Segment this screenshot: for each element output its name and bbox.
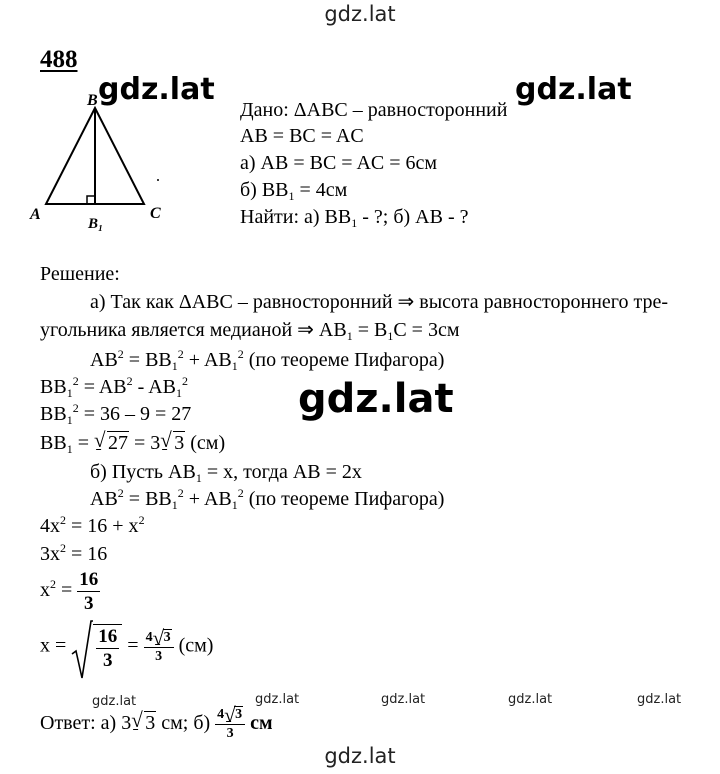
eq-16: = 16 bbox=[66, 543, 108, 565]
sqrt-27: 27 bbox=[107, 432, 128, 454]
frac-4sqrt3-3 bbox=[144, 631, 174, 664]
answer-b: см; б) bbox=[156, 712, 216, 735]
pb-a: б) Пусть AB bbox=[90, 461, 196, 483]
find-a: Найти: а) BB bbox=[240, 206, 352, 228]
solution-p1: а) Так как ΔABC – равносторонний ⇒ высота равностороннего тре- bbox=[90, 291, 669, 313]
answer-sqrt3: 3 bbox=[145, 712, 156, 735]
problem-number: 488 bbox=[40, 46, 78, 73]
eq-bb1-result: $BB_1 = 27$ √ = 3 3 √ (см) bbox=[40, 431, 225, 455]
pyth-note-2: (по теореме Пифагора) bbox=[243, 488, 445, 510]
label-b1: B₁ bbox=[88, 216, 104, 232]
label-b: B bbox=[87, 92, 98, 109]
watermark-bottom: gdz.lat bbox=[324, 744, 396, 768]
watermark-small: gdz.lat bbox=[92, 694, 137, 709]
given-line3-b: = 4см bbox=[294, 179, 348, 201]
solution-p2: угольника является медианой ⇒ $AB_1 = B_1C = 3см$ bbox=[40, 319, 460, 343]
answer-frac-sqrt3: 3 bbox=[235, 707, 243, 722]
solution-title: Решение: bbox=[40, 263, 120, 285]
p2-c: C = 3см bbox=[393, 319, 460, 341]
watermark-small: gdz.lat bbox=[255, 692, 300, 707]
solution-pb: б) Пусть $AB_1 = x$, тогда AB = 2x bbox=[90, 461, 362, 485]
triangle-diagram bbox=[26, 88, 176, 233]
given-line3-a: б) BB bbox=[240, 179, 289, 201]
unit-cm: (см) bbox=[185, 432, 226, 454]
given-line1: AB = BC = AC bbox=[240, 125, 364, 147]
label-c: C bbox=[150, 205, 161, 222]
p2-b: = B bbox=[352, 319, 388, 341]
unit-cm-paren: (см) bbox=[178, 634, 214, 657]
watermark-left: gdz.lat bbox=[98, 72, 215, 107]
watermark-right: gdz.lat bbox=[515, 72, 632, 107]
eq-16-x: = 16 + x bbox=[66, 515, 139, 537]
watermark-top: gdz.lat bbox=[324, 2, 396, 26]
eq-3: = 3 bbox=[128, 432, 161, 454]
watermark-center: gdz.lat bbox=[298, 376, 454, 422]
find-b: - ?; б) AB - ? bbox=[357, 206, 469, 228]
frac-sqrt3: 3 bbox=[163, 629, 171, 645]
eq-bb1-27: $BB_1^2 = 36 - 9 = 27$ bbox=[40, 401, 192, 427]
pyth-note-1: (по теореме Пифагора) bbox=[243, 349, 445, 371]
pb-b: = x, тогда AB = 2x bbox=[201, 461, 362, 483]
answer-frac-4: 4 bbox=[217, 707, 225, 722]
frac-16-num: 16 bbox=[79, 569, 99, 590]
eq-36-9: = 36 – 9 = 27 bbox=[78, 403, 192, 425]
answer-frac bbox=[215, 708, 245, 741]
big-sqrt bbox=[71, 624, 122, 670]
pythagoras-eq-1: $AB^2 = BB_1^2 + AB_1^2$ (по теореме Пифагора) bbox=[90, 347, 445, 373]
find-line: Найти: а) $BB_1$ - ?; б) AB - ? bbox=[240, 206, 469, 230]
p2-a: угольника является медианой ⇒ AB bbox=[40, 319, 347, 341]
frac-16-num-2: 16 bbox=[98, 626, 118, 647]
frac-4: 4 bbox=[145, 629, 153, 645]
label-a: A bbox=[30, 206, 41, 223]
watermark-small: gdz.lat bbox=[508, 692, 553, 707]
eq-bb1-sq: $BB_1^2 = AB^2 - AB_1^2$ bbox=[40, 374, 188, 400]
given-line3: б) $BB_1 = 4см$ bbox=[240, 179, 348, 203]
answer-line bbox=[40, 708, 273, 741]
given-line2: а) AB = BC = AC = 6см bbox=[240, 152, 438, 174]
right-angle-mark bbox=[87, 196, 95, 204]
frac-16-den-2: 3 bbox=[103, 650, 113, 671]
eq-x2-frac: $x^2$ = $\frac{16}{3}$ bbox=[40, 569, 99, 614]
watermark-small: gdz.lat bbox=[637, 692, 682, 707]
eq-3x2: $3x^2 = 16$ bbox=[40, 541, 108, 565]
watermark-small: gdz.lat bbox=[381, 692, 426, 707]
frac-16-den: 3 bbox=[84, 593, 94, 614]
eq-4x2: $4x^2 = 16 + x^2$ bbox=[40, 513, 145, 537]
frac-den-3: 3 bbox=[155, 648, 163, 664]
dot-mark bbox=[157, 179, 159, 181]
eq-x-sqrt: x = $\frac{16}{3}$ = $\frac{4 3 √}{3}$ (см) bbox=[40, 624, 213, 670]
given-label: Дано: ΔABC – равносторонний bbox=[240, 99, 508, 121]
answer-frac-den: 3 bbox=[226, 726, 234, 741]
answer-cm: см bbox=[250, 712, 273, 735]
sqrt-3: 3 bbox=[174, 432, 185, 454]
pythagoras-eq-2: $AB^2 = BB_1^2 + AB_1^2$ (по теореме Пифагора) bbox=[90, 486, 445, 512]
answer-a: Ответ: а) 3 bbox=[40, 712, 132, 735]
